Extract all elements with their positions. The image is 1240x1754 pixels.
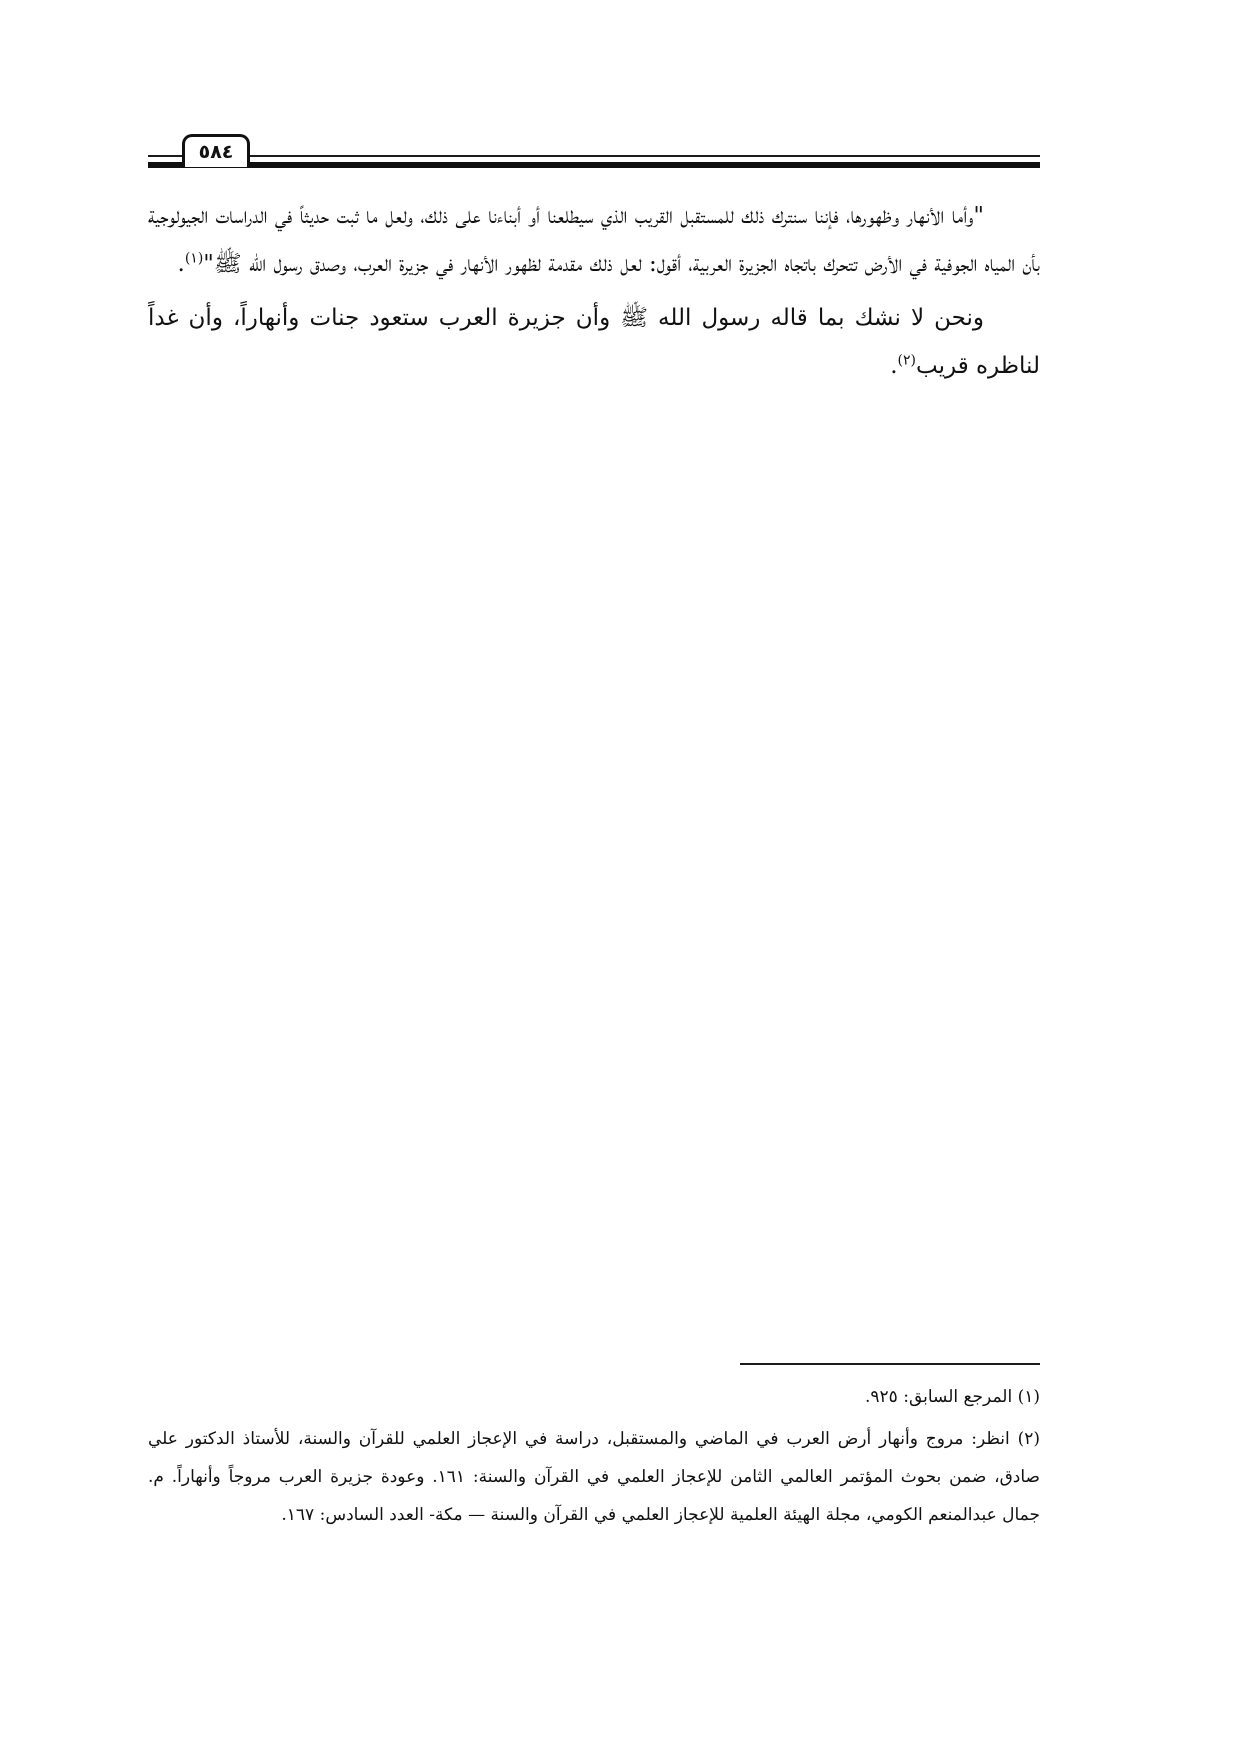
paragraph-2-text: ونحن لا نشك بما قاله رسول الله ﷺ وأن جزيرة العرب ستعود جنات وأنهاراً، وأن غداً لناظره قريب xyxy=(148,305,1040,379)
footnote-1: (١) المرجع السابق: ٩٢٥. xyxy=(865,1387,1040,1407)
header-rule-thin xyxy=(148,155,1040,157)
footnotes xyxy=(148,1378,1040,1534)
paragraph-2 xyxy=(148,294,1040,390)
paragraph-1-text: "وأما الأنهار وظهورها، فإننا سنترك ذلك للمستقبل القريب الذي سيطلعنا أو أبناءنا على ذلك، ولعل ما ثبت حديثاً في الدراسات الجيولوجية بأن المياه الجوفية في الأرض تتحرك باتجاه الجزيرة العربية، أقول: لعل ذلك مقدمة لظهور الأنهار في جزيرة العرب، وصدق رسول الله ﷺ" xyxy=(148,203,1040,277)
footnote-ref-1[interactable]: (١) xyxy=(184,250,204,267)
paragraph-1 xyxy=(148,192,1040,288)
paragraph-1-end: . xyxy=(177,251,185,277)
paragraph-2-end: . xyxy=(890,353,898,379)
footnote-separator xyxy=(740,1363,1040,1365)
footnote-2: (٢) انظر: مروج وأنهار أرض العرب في الماضي والمستقبل، دراسة في الإعجاز العلمي للقرآن والسنة، للأستاذ الدكتور علي صادق، ضمن بحوث المؤتمر العالمي الثامن للإعجاز العلمي في القرآن والسنة: ١٦١. وعودة جزيرة العرب مروجاً وأنهاراً. م. جمال عبدالمنعم الكومي، مجلة الهيئة العلمية للإعجاز العلمي في القرآن والسنة — مكة- العدد السادس: ١٦٧. xyxy=(148,1429,1040,1525)
main-text xyxy=(148,192,1040,390)
footnote-ref-2[interactable]: (٢) xyxy=(897,352,917,369)
page-number: ٥٨٤ xyxy=(182,134,250,167)
header-rule-thick xyxy=(148,162,1040,168)
